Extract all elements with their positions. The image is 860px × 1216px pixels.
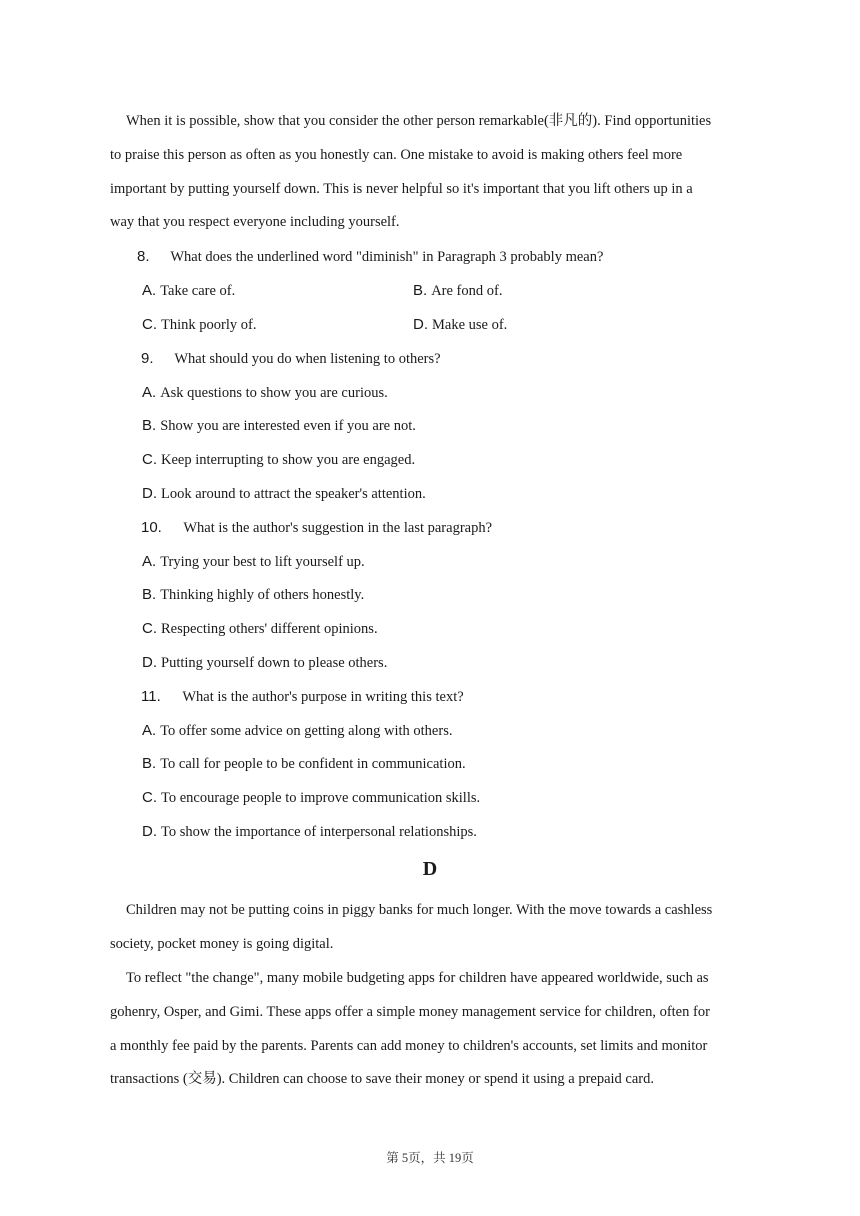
paragraph-line: Children may not be putting coins in piggy banks for much longer. With the move towards a cashless (126, 902, 713, 918)
option-text: To offer some advice on getting along with others. (160, 723, 453, 739)
option-letter: B. (142, 755, 157, 772)
paragraph-line: to praise this person as often as you honestly can. One mistake to avoid is making others feel more (110, 146, 683, 163)
paragraph-line: important by putting yourself down. This is never helpful so it's important that you lift others up in a (110, 180, 693, 197)
paragraph-line: society, pocket money is going digital. (110, 935, 334, 952)
option-letter: D. (413, 316, 428, 333)
option-letter: C. (142, 316, 157, 333)
question-stem: What is the author's purpose in writing this text? (182, 689, 464, 705)
option-a[interactable] (142, 282, 235, 300)
paragraph-line: To reflect "the change", many mobile budgeting apps for children have appeared worldwide, such as (126, 970, 709, 986)
question-stem: What is the author's suggestion in the last paragraph? (183, 520, 493, 536)
option-text: To encourage people to improve communication skills. (161, 790, 481, 806)
option-letter: B. (142, 417, 157, 434)
option-text: To show the importance of interpersonal relationships. (161, 824, 477, 840)
option-c[interactable] (142, 316, 256, 334)
question-8 (137, 248, 603, 266)
question-stem: What should you do when listening to others? (174, 351, 441, 367)
question-number: 9. (141, 350, 154, 367)
option-letter: A. (142, 722, 157, 739)
option-letter: B. (142, 586, 157, 603)
option-text: To call for people to be confident in communication. (160, 756, 466, 772)
option-c[interactable] (142, 789, 480, 807)
option-d[interactable] (142, 485, 426, 503)
option-c[interactable] (142, 451, 415, 469)
passage-d-paragraph-1 (110, 894, 750, 962)
option-text: Putting yourself down to please others. (161, 655, 388, 671)
option-text: Show you are interested even if you are not. (160, 418, 416, 434)
option-letter: D. (142, 485, 157, 502)
paragraph-line: a monthly fee paid by the parents. Parents can add money to children's accounts, set limits and monitor (110, 1037, 708, 1054)
option-letter: B. (413, 282, 428, 299)
option-text: Trying your best to lift yourself up. (160, 554, 365, 570)
option-text: Are fond of. (431, 283, 503, 299)
option-b[interactable] (413, 282, 502, 300)
option-b[interactable] (142, 586, 364, 604)
question-10 (141, 519, 492, 537)
option-text: Make use of. (432, 317, 508, 333)
option-d[interactable] (413, 316, 507, 334)
option-b[interactable] (142, 755, 466, 773)
question-number: 8. (137, 248, 150, 265)
passage-c-final-paragraph (110, 105, 750, 240)
paragraph-line: When it is possible, show that you consider the other person remarkable(非凡的). Find opportunities (126, 113, 712, 129)
option-a[interactable] (142, 384, 388, 402)
paragraph-line: gohenry, Osper, and Gimi. These apps offer a simple money management service for children, often for (110, 1003, 710, 1020)
option-letter: D. (142, 654, 157, 671)
option-letter: A. (142, 282, 157, 299)
option-text: Ask questions to show you are curious. (160, 385, 388, 401)
option-letter: C. (142, 789, 157, 806)
question-9 (141, 350, 441, 368)
option-c[interactable] (142, 620, 378, 638)
passage-d-paragraph-2 (110, 962, 750, 1097)
option-letter: D. (142, 823, 157, 840)
option-letter: A. (142, 553, 157, 570)
question-stem: What does the underlined word "diminish" in Paragraph 3 probably mean? (170, 249, 604, 265)
option-letter: C. (142, 620, 157, 637)
page-footer: 第 5页，共 19页 (386, 1151, 474, 1165)
option-text: Think poorly of. (161, 317, 257, 333)
option-letter: A. (142, 384, 157, 401)
option-text: Look around to attract the speaker's attention. (161, 486, 426, 502)
section-heading: D (422, 858, 438, 880)
option-b[interactable] (142, 417, 416, 435)
option-text: Respecting others' different opinions. (161, 621, 378, 637)
option-text: Take care of. (160, 283, 236, 299)
question-11 (141, 688, 464, 706)
option-d[interactable] (142, 654, 387, 672)
question-number: 10. (141, 519, 162, 536)
paragraph-line: transactions (交易). Children can choose to save their money or spend it using a prepaid card. (110, 1071, 654, 1088)
question-number: 11. (141, 688, 161, 705)
option-a[interactable] (142, 553, 365, 571)
option-letter: C. (142, 451, 157, 468)
paragraph-line: way that you respect everyone including yourself. (110, 214, 400, 231)
option-d[interactable] (142, 823, 477, 841)
option-a[interactable] (142, 722, 452, 740)
option-text: Thinking highly of others honestly. (160, 587, 365, 603)
option-text: Keep interrupting to show you are engaged. (161, 452, 416, 468)
